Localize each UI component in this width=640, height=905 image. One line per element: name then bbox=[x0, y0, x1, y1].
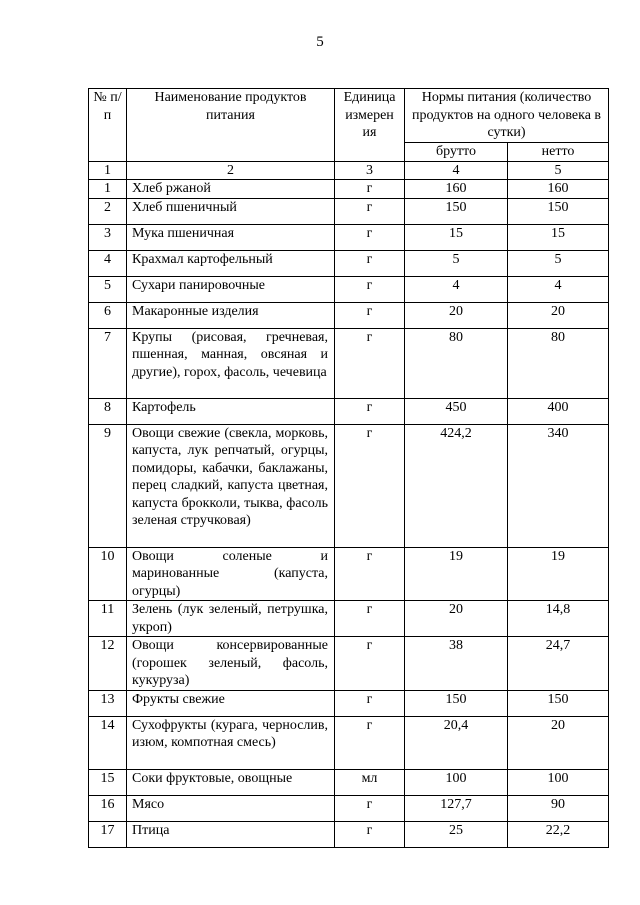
unit-cell: г bbox=[335, 328, 405, 398]
table-row bbox=[89, 302, 609, 328]
product-name: Птица bbox=[127, 821, 335, 847]
table-row bbox=[89, 250, 609, 276]
row-number: 6 bbox=[89, 302, 127, 328]
column-numbers-row bbox=[89, 161, 609, 180]
unit-cell: г bbox=[335, 795, 405, 821]
unit-cell: г bbox=[335, 424, 405, 547]
header-num: № п/п bbox=[89, 89, 127, 162]
brutto-cell: 38 bbox=[405, 637, 508, 691]
table-row bbox=[89, 328, 609, 398]
unit-cell: г bbox=[335, 601, 405, 637]
row-number: 3 bbox=[89, 224, 127, 250]
brutto-cell: 4 bbox=[405, 276, 508, 302]
colnum-cell: 5 bbox=[508, 161, 609, 180]
netto-cell: 22,2 bbox=[508, 821, 609, 847]
table-row bbox=[89, 601, 609, 637]
food-norms-table bbox=[88, 88, 609, 848]
product-name: Мука пшеничная bbox=[127, 224, 335, 250]
product-name: Овощи свежие (свекла, морковь, капуста, лук репчатый, огурцы, помидоры, кабачки, баклажаны, перец сладкий, капуста цветная, капуста брокколи, тыква, фасоль зеленая стручковая) bbox=[127, 424, 335, 547]
table-row bbox=[89, 769, 609, 795]
header-norms: Нормы питания (количество продуктов на одного человека в сутки) bbox=[405, 89, 609, 143]
table-row bbox=[89, 198, 609, 224]
colnum-cell: 3 bbox=[335, 161, 405, 180]
brutto-cell: 450 bbox=[405, 398, 508, 424]
product-name: Фрукты свежие bbox=[127, 690, 335, 716]
brutto-cell: 160 bbox=[405, 180, 508, 199]
product-name: Мясо bbox=[127, 795, 335, 821]
colnum-cell: 2 bbox=[127, 161, 335, 180]
table-row bbox=[89, 716, 609, 769]
product-name: Картофель bbox=[127, 398, 335, 424]
product-name: Сухофрукты (курага, чернослив, изюм, компотная смесь) bbox=[127, 716, 335, 769]
product-name: Овощи консервированные (горошек зеленый, фасоль, кукуруза) bbox=[127, 637, 335, 691]
netto-cell: 19 bbox=[508, 547, 609, 601]
netto-cell: 400 bbox=[508, 398, 609, 424]
product-name: Соки фруктовые, овощные bbox=[127, 769, 335, 795]
product-name: Крупы (рисовая, гречневая, пшенная, манная, овсяная и другие), горох, фасоль, чечевица bbox=[127, 328, 335, 398]
brutto-cell: 20,4 bbox=[405, 716, 508, 769]
table-row bbox=[89, 547, 609, 601]
header-brutto: брутто bbox=[405, 143, 508, 162]
netto-cell: 15 bbox=[508, 224, 609, 250]
unit-cell: г bbox=[335, 547, 405, 601]
brutto-cell: 424,2 bbox=[405, 424, 508, 547]
row-number: 1 bbox=[89, 180, 127, 199]
brutto-cell: 150 bbox=[405, 690, 508, 716]
row-number: 14 bbox=[89, 716, 127, 769]
row-number: 9 bbox=[89, 424, 127, 547]
netto-cell: 24,7 bbox=[508, 637, 609, 691]
netto-cell: 100 bbox=[508, 769, 609, 795]
row-number: 10 bbox=[89, 547, 127, 601]
row-number: 7 bbox=[89, 328, 127, 398]
netto-cell: 20 bbox=[508, 716, 609, 769]
row-number: 11 bbox=[89, 601, 127, 637]
netto-cell: 4 bbox=[508, 276, 609, 302]
unit-cell: г bbox=[335, 250, 405, 276]
table-row bbox=[89, 276, 609, 302]
unit-cell: г bbox=[335, 821, 405, 847]
product-name: Овощи соленые и маринованные (капуста, огурцы) bbox=[127, 547, 335, 601]
row-number: 8 bbox=[89, 398, 127, 424]
row-number: 4 bbox=[89, 250, 127, 276]
row-number: 17 bbox=[89, 821, 127, 847]
brutto-cell: 80 bbox=[405, 328, 508, 398]
product-name: Макаронные изделия bbox=[127, 302, 335, 328]
brutto-cell: 5 bbox=[405, 250, 508, 276]
table-row bbox=[89, 398, 609, 424]
table-row bbox=[89, 637, 609, 691]
brutto-cell: 150 bbox=[405, 198, 508, 224]
row-number: 2 bbox=[89, 198, 127, 224]
header-unit: Единица измерен ия bbox=[335, 89, 405, 162]
table-row bbox=[89, 424, 609, 547]
brutto-cell: 100 bbox=[405, 769, 508, 795]
row-number: 5 bbox=[89, 276, 127, 302]
brutto-cell: 25 bbox=[405, 821, 508, 847]
row-number: 15 bbox=[89, 769, 127, 795]
brutto-cell: 20 bbox=[405, 601, 508, 637]
table-row bbox=[89, 224, 609, 250]
table-row bbox=[89, 690, 609, 716]
product-name: Сухари панировочные bbox=[127, 276, 335, 302]
netto-cell: 20 bbox=[508, 302, 609, 328]
netto-cell: 90 bbox=[508, 795, 609, 821]
colnum-cell: 1 bbox=[89, 161, 127, 180]
netto-cell: 150 bbox=[508, 198, 609, 224]
unit-cell: мл bbox=[335, 769, 405, 795]
product-name: Зелень (лук зеленый, петрушка, укроп) bbox=[127, 601, 335, 637]
row-number: 13 bbox=[89, 690, 127, 716]
header-row bbox=[89, 89, 609, 143]
header-name: Наименование продуктов питания bbox=[127, 89, 335, 162]
netto-cell: 5 bbox=[508, 250, 609, 276]
netto-cell: 340 bbox=[508, 424, 609, 547]
row-number: 12 bbox=[89, 637, 127, 691]
product-name: Крахмал картофельный bbox=[127, 250, 335, 276]
brutto-cell: 19 bbox=[405, 547, 508, 601]
table-row bbox=[89, 795, 609, 821]
row-number: 16 bbox=[89, 795, 127, 821]
unit-cell: г bbox=[335, 690, 405, 716]
table-row bbox=[89, 821, 609, 847]
table-row bbox=[89, 180, 609, 199]
unit-cell: г bbox=[335, 398, 405, 424]
netto-cell: 150 bbox=[508, 690, 609, 716]
netto-cell: 14,8 bbox=[508, 601, 609, 637]
brutto-cell: 20 bbox=[405, 302, 508, 328]
page-number: 5 bbox=[316, 34, 324, 50]
product-name: Хлеб ржаной bbox=[127, 180, 335, 199]
colnum-cell: 4 bbox=[405, 161, 508, 180]
netto-cell: 160 bbox=[508, 180, 609, 199]
unit-cell: г bbox=[335, 276, 405, 302]
unit-cell: г bbox=[335, 302, 405, 328]
unit-cell: г bbox=[335, 224, 405, 250]
unit-cell: г bbox=[335, 198, 405, 224]
netto-cell: 80 bbox=[508, 328, 609, 398]
brutto-cell: 15 bbox=[405, 224, 508, 250]
header-netto: нетто bbox=[508, 143, 609, 162]
brutto-cell: 127,7 bbox=[405, 795, 508, 821]
product-name: Хлеб пшеничный bbox=[127, 198, 335, 224]
unit-cell: г bbox=[335, 180, 405, 199]
unit-cell: г bbox=[335, 716, 405, 769]
unit-cell: г bbox=[335, 637, 405, 691]
